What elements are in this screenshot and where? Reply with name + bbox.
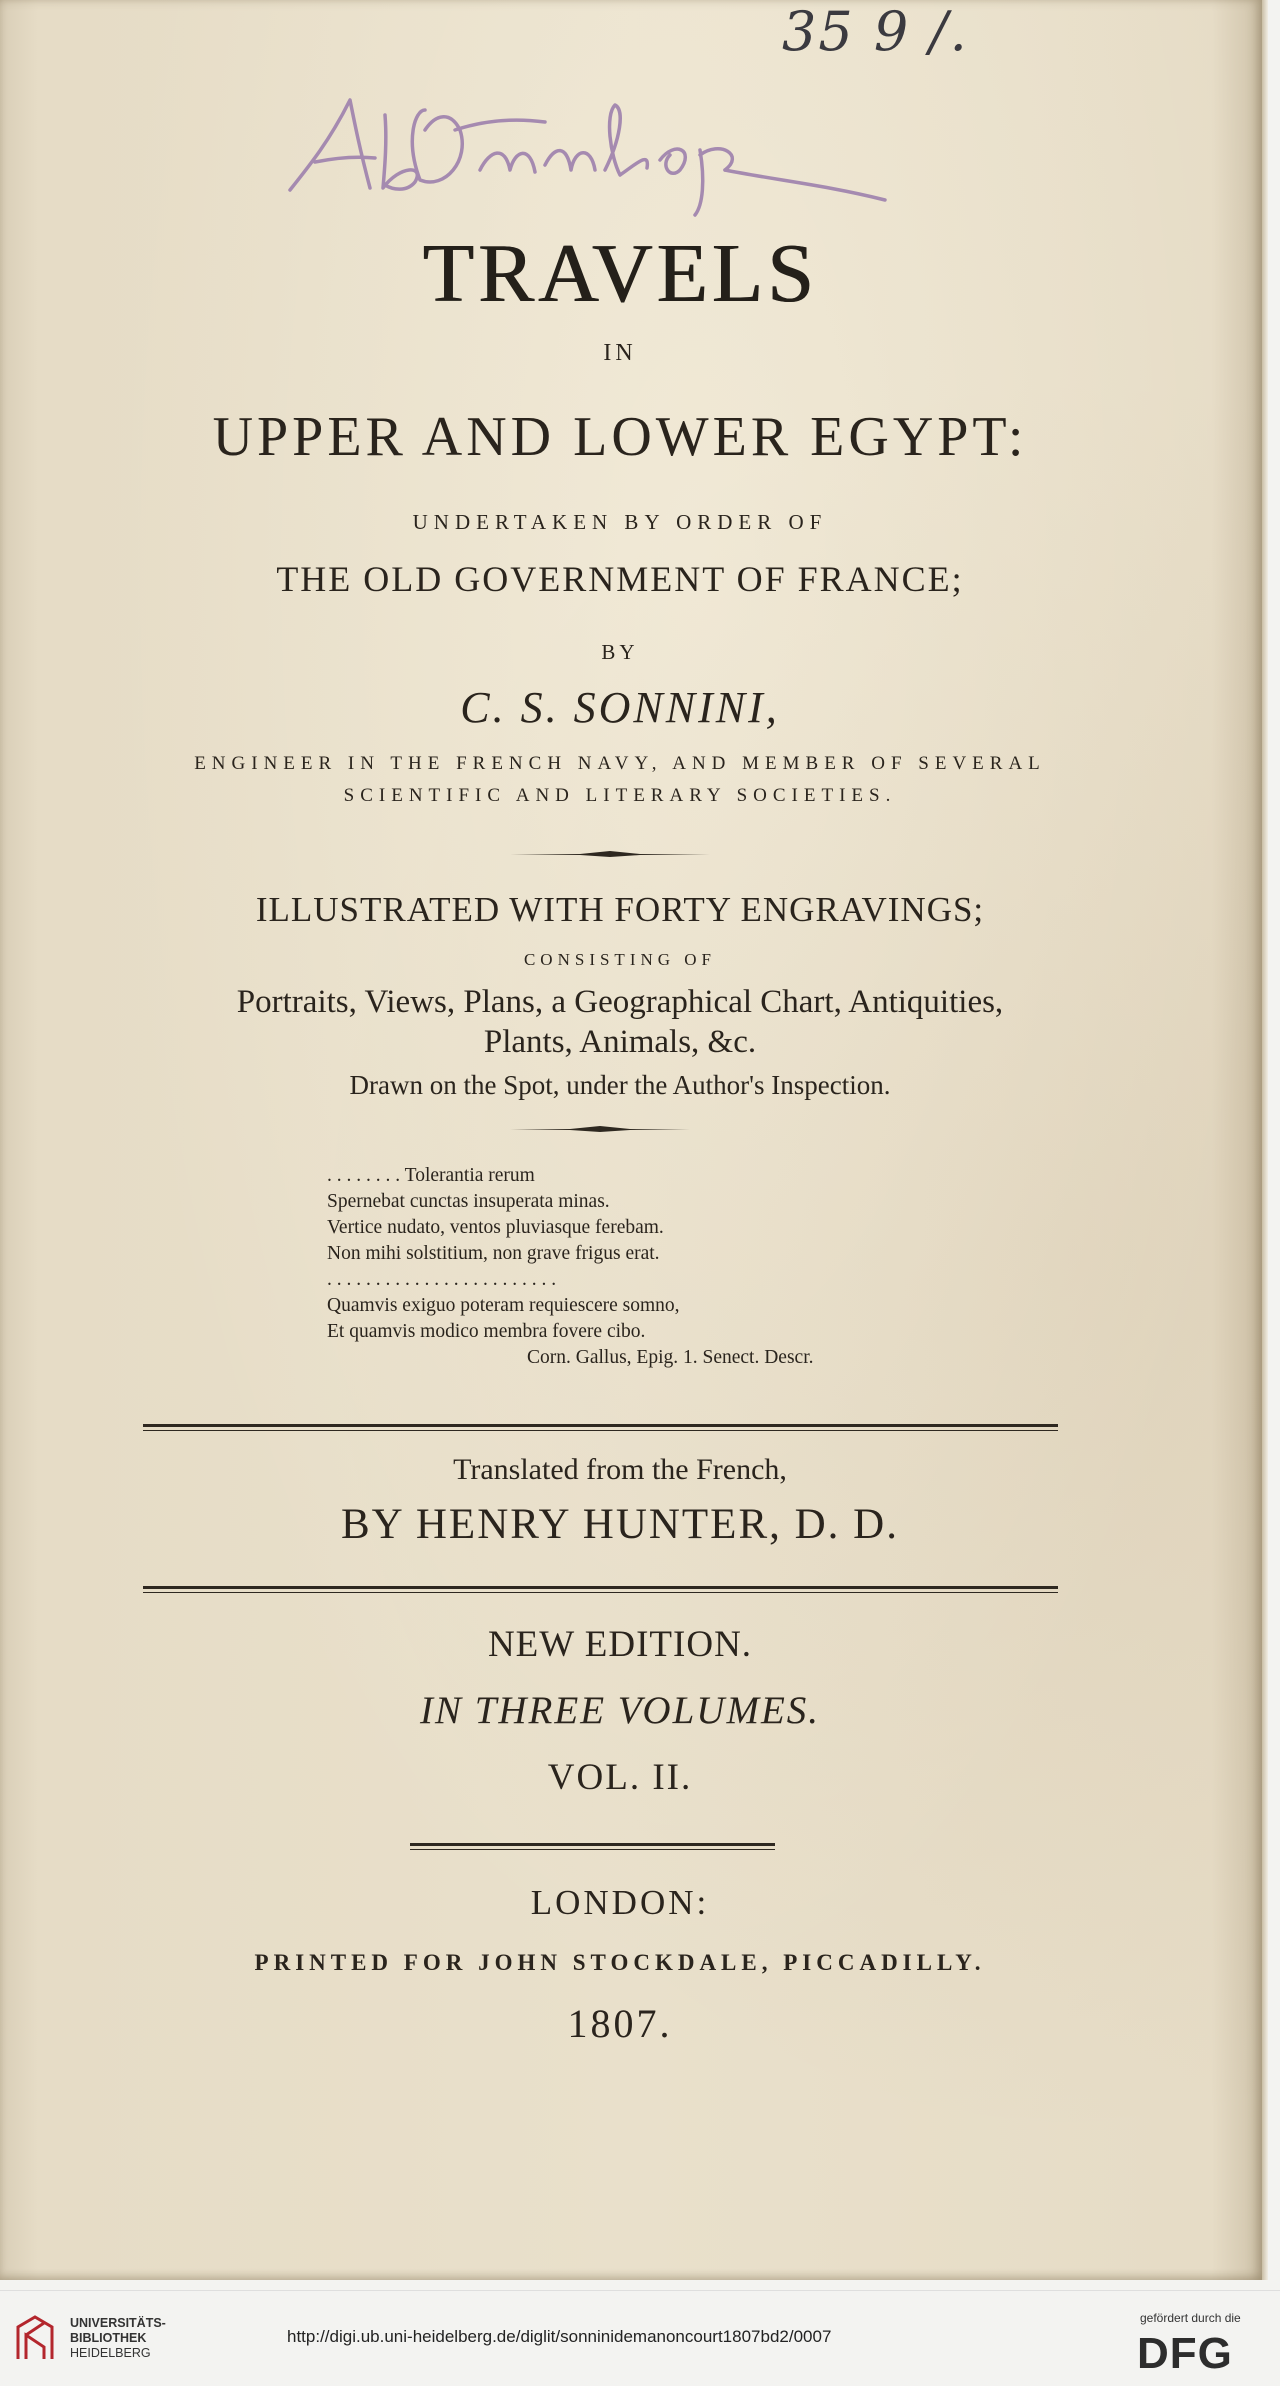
ornamental-rule: [510, 849, 710, 859]
imprint-printer: PRINTED FOR JOHN STOCKDALE, PICCADILLY.: [254, 1950, 986, 1975]
translation-note: Translated from the French,: [453, 1453, 787, 1486]
government-line: THE OLD GOVERNMENT OF FRANCE;: [276, 559, 964, 599]
undertaken-line: UNDERTAKEN BY ORDER OF: [412, 510, 828, 534]
epigraph-line: . . . . . . . . Tolerantia rerum: [327, 1165, 535, 1186]
double-rule: [143, 1586, 1058, 1596]
imprint-year: 1807.: [567, 2001, 673, 2046]
volume-number: VOL. II.: [547, 1757, 693, 1798]
epigraph-attribution: Corn. Gallus, Epig. 1. Senect. Descr.: [527, 1347, 814, 1368]
book-subtitle: UPPER AND LOWER EGYPT:: [212, 406, 1028, 468]
university-library-name: [70, 2316, 166, 2361]
library-name-line: BIBLIOTHEK: [70, 2331, 147, 2345]
translator-name: BY HENRY HUNTER, D. D.: [340, 1501, 899, 1548]
double-rule: [143, 1424, 1058, 1434]
latin-epigraph: [327, 1163, 814, 1371]
consisting-of: CONSISTING OF: [523, 950, 717, 969]
page-edge: [1262, 0, 1268, 2280]
epigraph-line: Vertice nudato, ventos pluviasque ferebam.: [327, 1217, 664, 1238]
author-credentials-line-2: SCIENTIFIC AND LITERARY SOCIETIES.: [343, 785, 897, 806]
author-name: C. S. SONNINI,: [460, 683, 780, 732]
illustrations-list-line-1: Portraits, Views, Plans, a Geographical Chart, Antiquities,: [236, 984, 1004, 1020]
illustrated-heading: ILLUSTRATED WITH FORTY ENGRAVINGS;: [255, 890, 985, 929]
imprint-city: LONDON:: [530, 1883, 710, 1922]
handwritten-signature: [275, 70, 975, 220]
illustrations-list-line-2: Plants, Animals, &c.: [483, 1024, 757, 1060]
funding-caption: gefördert durch die: [1140, 2311, 1241, 2325]
university-library-logo-icon: [14, 2313, 56, 2365]
ornamental-rule: [510, 1124, 690, 1134]
epigraph-line: Et quamvis modico membra fovere cibo.: [327, 1321, 646, 1342]
epigraph-line: Non mihi solstitium, non grave frigus erat.: [327, 1243, 660, 1264]
title-connector: IN: [603, 340, 637, 366]
epigraph-line: . . . . . . . . . . . . . . . . . . . . . . . .: [327, 1269, 557, 1290]
permalink-url[interactable]: http://digi.ub.uni-heidelberg.de/diglit/sonninidemanoncourt1807bd2/0007: [287, 2327, 832, 2346]
volumes-line: IN THREE VOLUMES.: [419, 1689, 821, 1732]
rule-line: [410, 1843, 775, 1852]
shelf-mark: 35 9 /.: [782, 0, 969, 63]
epigraph-line: Spernebat cunctas insuperata minas.: [327, 1191, 610, 1212]
book-title: TRAVELS: [422, 227, 818, 320]
illustrations-note: Drawn on the Spot, under the Author's Inspection.: [349, 1070, 891, 1100]
library-name-line: HEIDELBERG: [70, 2346, 151, 2360]
library-name-line: UNIVERSITÄTS-: [70, 2316, 166, 2330]
viewer-footer: [0, 2290, 1280, 2386]
dfg-logo: DFG: [1137, 2329, 1233, 2378]
by-line: BY: [601, 640, 639, 664]
author-credentials-line-1: ENGINEER IN THE FRENCH NAVY, AND MEMBER OF SEVERAL: [194, 753, 1046, 774]
edition-line: NEW EDITION.: [487, 1624, 753, 1665]
epigraph-line: Quamvis exiguo poteram requiescere somno,: [327, 1295, 680, 1316]
